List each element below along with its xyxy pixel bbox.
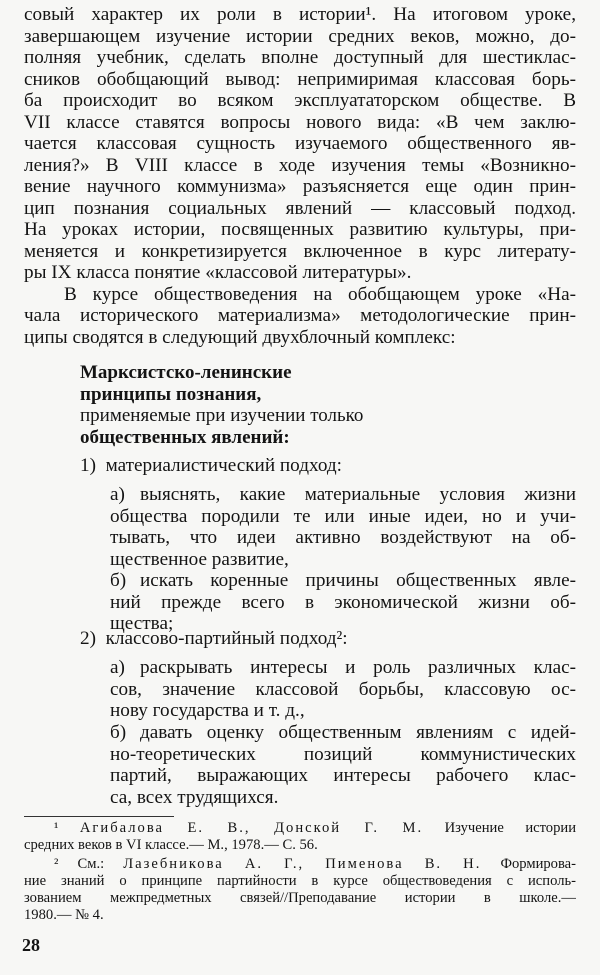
footnote-line: зованием межпредметных связей//Преподавание истории в школе.— [24,890,576,906]
footnote-text: Изучение истории [444,820,576,836]
text-line: са, всех трудящихся. [110,786,279,808]
text-line: щества; [110,613,174,634]
text-line: На уроках истории, посвященных развитию культуры, при- [24,219,576,240]
item-1-b [110,570,576,635]
text-line: меняется и конкретизируется включенное в курс литерату- [24,240,576,262]
sub-letter: б) [110,570,127,591]
text-line: ципы сводятся в следующий двухблочный комплекс: [24,326,456,348]
footnote-2 [24,856,576,924]
footnote-divider [24,816,174,817]
text-line: щественное развитие, [110,548,289,570]
text-line: В курсе обществоведения на обобщающем уроке «На- [64,283,576,305]
text-line: партий, выражающих интересы рабочего клас- [110,765,576,786]
footnote-authors: Лазебникова А. Г., Пименова В. Н. [123,856,482,872]
principles-heading [80,362,560,448]
text-line: нову государства и т. д., [110,700,305,721]
sub-letter: а) [110,484,125,505]
footnote-line: средних веков в VI классе.— М., 1978.— С. 56. [24,837,318,853]
item-2-b [110,722,576,808]
item-number: 2) [80,628,96,649]
footnote-text: Формирова- [500,856,576,872]
heading-line: применяемые при изучении только [80,405,364,426]
item-1-title-row [80,455,342,477]
footnote-line: ние знаний о принципе партийности в курсе обществоведения с исполь- [24,873,576,889]
footnote-mark: ¹ [54,820,59,836]
text-line: давать оценку общественным явлениям с идей- [140,722,576,743]
text-line: VII классе ставятся вопросы нового вида: «В чем заклю- [24,111,576,133]
footnote-line [24,856,576,873]
item-title: классово-партийный подход²: [105,628,348,649]
sub-letter: а) [110,657,125,678]
text-line: ры IX класса понятие «классовой литературы». [24,262,412,283]
text-line: тывать, что идеи активно воздействуют на об- [110,527,576,548]
text-line: цип познания социальных явлений — классовый подход. [24,197,576,219]
text-line: ний прежде всего в экономической жизни об- [110,591,576,613]
heading-line: Марксистско-ленинские [80,362,292,383]
text-line: сников обобщающий вывод: непримиримая классовая борь- [24,68,576,90]
text-line: совый характер их роли в истории¹. На итоговом уроке, [24,4,576,25]
heading-line: общественных явлений: [80,426,290,448]
footnote-line: 1980.— № 4. [24,907,104,923]
text-line: чается классовая сущность изучаемого общественного яв- [24,133,576,154]
text-line: ления?» В VIII классе в ходе изучения темы «Возникно- [24,154,576,176]
text-line: выяснять, какие материальные условия жизни [140,484,576,505]
text-line: но-теоретических позиций коммунистических [110,743,576,765]
text-line: общества породили те или иные идеи, но и учи- [110,505,576,527]
heading-line: принципы познания, [80,383,262,405]
footnote-1 [24,820,576,854]
text-line: завершающем изучение истории средних веков, можно, до- [24,25,576,47]
item-2-title-row [80,628,348,650]
text-line: раскрывать интересы и роль различных клас- [140,657,576,678]
footnote-prefix: См.: [77,856,105,872]
text-line: чала исторического материализма» методологические прин- [24,305,576,326]
footnote-line [24,820,576,837]
page-number: 28 [22,935,40,955]
text-line: ба происходит во всяком эксплуататорском обществе. В [24,90,576,111]
item-1-a [110,484,576,570]
text-line: сов, значение классовой борьбы, классовую ос- [110,678,576,700]
sub-letter: б) [110,722,127,743]
text-line: полняя учебник, сделать вполне доступный для шестиклас- [24,47,576,68]
text-line: вение научного коммунизма» разъясняется еще один прин- [24,176,576,197]
text-line: искать коренные причины общественных явле- [140,570,576,591]
footnote-authors: Агибалова Е. В., Донской Г. М. [79,820,424,836]
item-2-a [110,657,576,722]
item-title: материалистический подход: [105,455,342,476]
footnote-mark: ² [54,856,59,872]
intro-paragraph [24,4,576,348]
item-number: 1) [80,455,96,476]
